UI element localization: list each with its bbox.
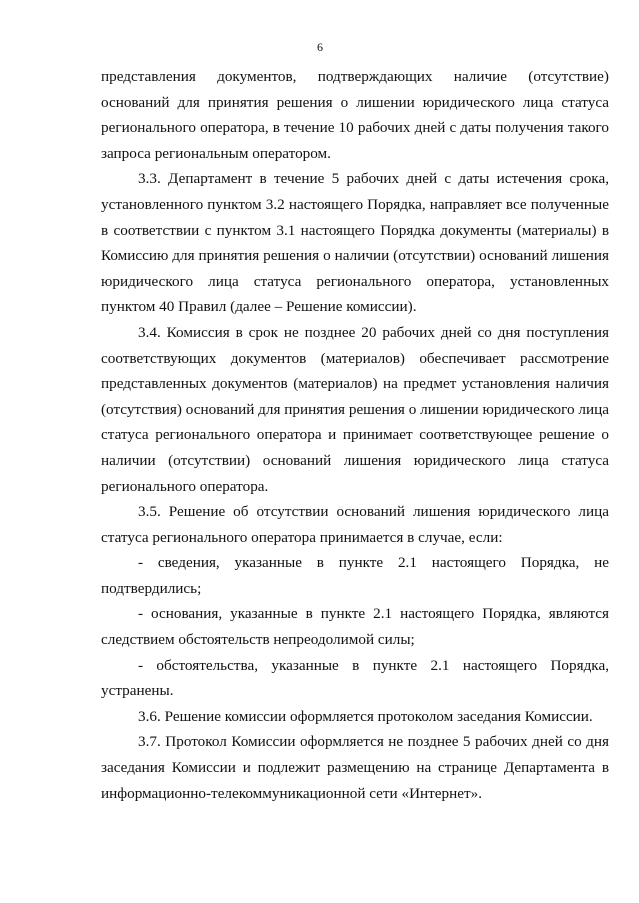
paragraph-3-4: 3.4. Комиссия в срок не позднее 20 рабочих дней со дня поступления соответствующих документов (материалов) обеспечивает рассмотрение представленных документов (материалов) на предмет установления наличия (отсутствия) оснований для принятия решения о лишении юридического лица статуса регионального оператора и принимает соответствующее решение о наличии (отсутствии) оснований лишения юридического лица статуса регионального оператора. xyxy=(101,323,609,495)
paragraph-3-6: 3.6. Решение комиссии оформляется протоколом заседания Комиссии. xyxy=(138,707,593,725)
paragraph-continuation: представления документов, подтверждающих наличие (отсутствие) оснований для принятия решения о лишении юридического лица статуса регионального оператора, в течение 10 рабочих дней с даты получения такого запроса региональным оператором. xyxy=(101,68,609,162)
paragraph-3-7: 3.7. Протокол Комиссии оформляется не позднее 5 рабочих дней со дня заседания Комиссии и подлежит размещению на странице Департамента в информационно-телекоммуникационной сети «Интернет». xyxy=(101,733,609,802)
page-number: 6 xyxy=(317,40,323,54)
list-item-1: - сведения, указанные в пункте 2.1 настоящего Порядка, не подтвердились; xyxy=(101,554,609,597)
list-item-2: - основания, указанные в пункте 2.1 настоящего Порядка, являются следствием обстоятельств непреодолимой силы; xyxy=(101,605,609,649)
paragraph-3-5: 3.5. Решение об отсутствии оснований лишения юридического лица статуса регионального оператора принимается в случае, если: xyxy=(101,503,609,546)
list-item-3: - обстоятельства, указанные в пункте 2.1 настоящего Порядка, устранены. xyxy=(101,656,609,700)
paragraph-3-3: 3.3. Департамент в течение 5 рабочих дней с даты истечения срока, установленного пунктом 3.2 настоящего Порядка, направляет все полученные в соответствии с пунктом 3.1 настоящего Порядка документы (материалы) в Комиссию для принятия решения о наличии (отсутствии) оснований лишения юридического лица статуса регионального оператора, установленных пунктом 40 Правил (далее – Решение комиссии). xyxy=(101,170,609,316)
document-body xyxy=(101,64,609,806)
